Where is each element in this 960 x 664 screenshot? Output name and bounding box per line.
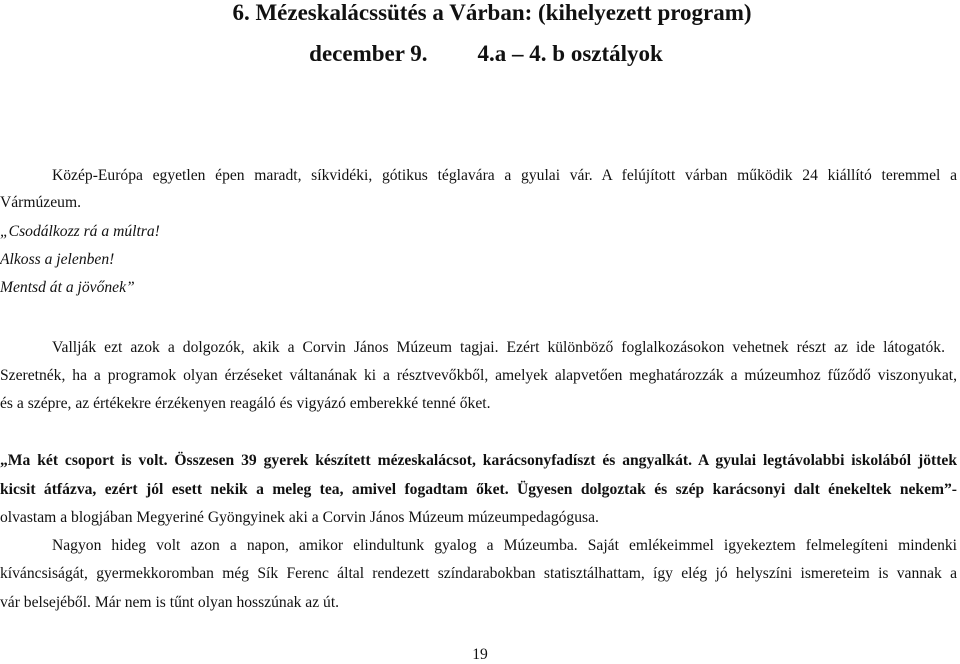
paragraph-line: Vallják ezt azok a dolgozók, akik a Corvin János Múzeum tagjai. Ezért különböző foglalkozásokon vehetnek részt az ide látogatók. (52, 339, 945, 356)
motto-line-1: „Csodálkozz rá a múltra! (0, 223, 160, 240)
paragraph-line: Nagyon hideg volt azon a napon, amikor elindultunk gyalog a Múzeumba. Saját emlékeimmel igyekeztem felmelegíteni mindenki (52, 537, 957, 554)
quote-line: „Ma két csoport is volt. Összesen 39 gyerek készített mézeskalácsot, karácsonyfadíszt és angyalkát. A gyulai legtávolabbi iskolából jöttek (0, 452, 957, 469)
classes-label: 4.a – 4. b osztályok (477, 41, 663, 66)
motto-line-3: Mentsd át a jövőnek” (0, 279, 135, 296)
motto-line-2: Alkoss a jelenben! (0, 251, 115, 268)
intro-line-2: Vármúzeum. (0, 194, 81, 211)
paragraph-line: kíváncsiságát, gyermekkoromban még Sík Ferenc által rendezett színdarabokban statisztálhattam, így elég jó helyszíni ismereteim is vannak a (0, 565, 957, 582)
paragraph-line: és a szépre, az értékekre érzékenyen reagáló és vigyázó emberekké tenné őket. (0, 395, 491, 412)
intro-line-1: Közép-Európa egyetlen épen maradt, síkvidéki, gótikus téglavára a gyulai vár. A felújított várban működik 24 kiállító teremmel a (52, 167, 957, 184)
paragraph-line: vár belsejéből. Már nem is tűnt olyan hosszúnak az út. (0, 594, 340, 611)
subtitle (0, 40, 960, 68)
page-title: 6. Mézeskalácssütés a Várban: (kihelyezett program) (232, 0, 752, 25)
page-number: 19 (472, 646, 488, 663)
quote-line: kicsit átfázva, ezért jól esett nekik a meleg tea, amivel fogadtam őket. Ügyesen dolgoztak és szép karácsonyi dalt énekeltek nekem”- (0, 481, 957, 498)
date-label: december 9. (309, 41, 428, 66)
quote-line: olvastam a blogjában Megyeriné Gyöngyinek aki a Corvin János Múzeum múzeumpedagógusa. (0, 509, 599, 526)
paragraph-line: Szeretnék, ha a programok olyan érzéseket váltanának ki a résztvevőkből, amelyek alapvetően meghatározzák a múzeumhoz fűződő viszonyukat, (0, 367, 957, 384)
